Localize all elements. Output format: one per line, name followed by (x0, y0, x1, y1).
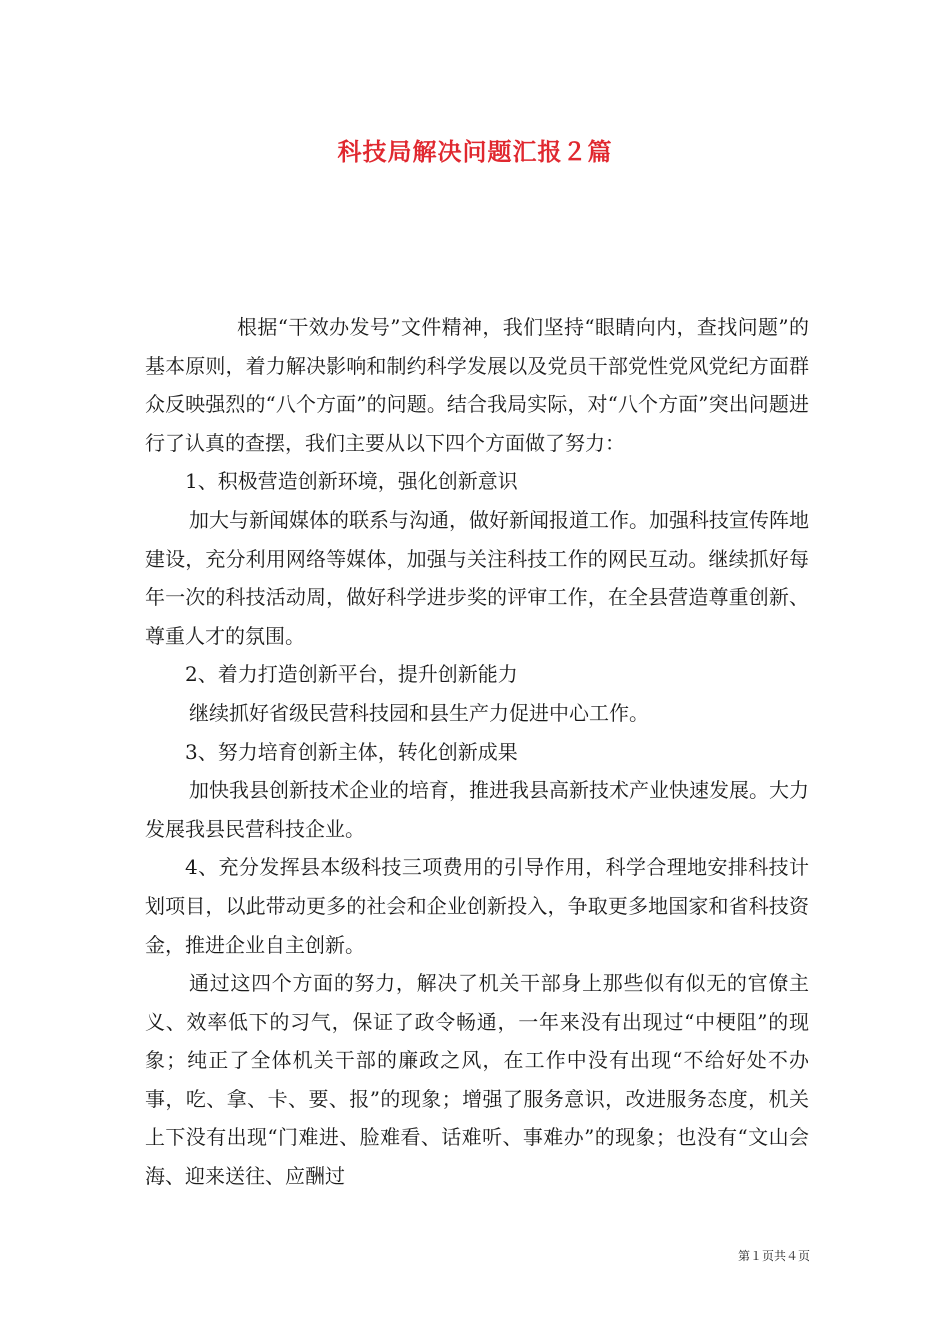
section-heading-4: 4、充分发挥县本级科技三项费用的引导作用，科学合理地安排科技计划项目，以此带动更多的社会和企业创新投入，争取更多地国家和省科技资金，推进企业自主创新。 (145, 855, 809, 957)
paragraph-intro: 根据“干效办发号”文件精神，我们坚持“眼睛向内，查找问题”的基本原则，着力解决影响和制约科学发展以及党员干部党性党风党纪方面群众反映强烈的“八个方面”的问题。结合我局实际，对“八个方面”突出问题进行了认真的查摆，我们主要从以下四个方面做了努力： (145, 315, 809, 455)
paragraph-section-3: 加快我县创新技术企业的培育，推进我县高新技术产业快速发展。大力发展我县民营科技企业。 (145, 778, 809, 841)
section-heading-2: 2、着力打造创新平台，提升创新能力 (185, 662, 518, 687)
page-title: 科技局解决问题汇报２篇 (337, 137, 613, 166)
paragraph-section-2: 继续抓好省级民营科技园和县生产力促进中心工作。 (189, 700, 649, 725)
document-body (145, 308, 809, 1196)
section-heading-1: 1、积极营造创新环境，强化创新意识 (185, 469, 518, 494)
section-heading-3: 3、努力培育创新主体，转化创新成果 (185, 739, 518, 764)
page-number-footer: 第１页共４页 (737, 1249, 810, 1263)
paragraph-conclusion: 通过这四个方面的努力，解决了机关干部身上那些似有似无的官僚主义、效率低下的习气，保证了政令畅通，一年来没有出现过“中梗阻”的现象；纯正了全体机关干部的廉政之风，在工作中没有出现“不给好处不办事，吃、拿、卡、要、报”的现象；增强了服务意识，改进服务态度，机关上下没有出现“门难进、脸难看、话难听、事难办”的现象；也没有“文山会海、迎来送往、应酬过 (145, 971, 809, 1189)
paragraph-section-1: 加大与新闻媒体的联系与沟通，做好新闻报道工作。加强科技宣传阵地建设，充分利用网络等媒体，加强与关注科技工作的网民互动。继续抓好每年一次的科技活动周，做好科学进步奖的评审工作，在全县营造尊重创新、尊重人才的氛围。 (145, 507, 809, 648)
